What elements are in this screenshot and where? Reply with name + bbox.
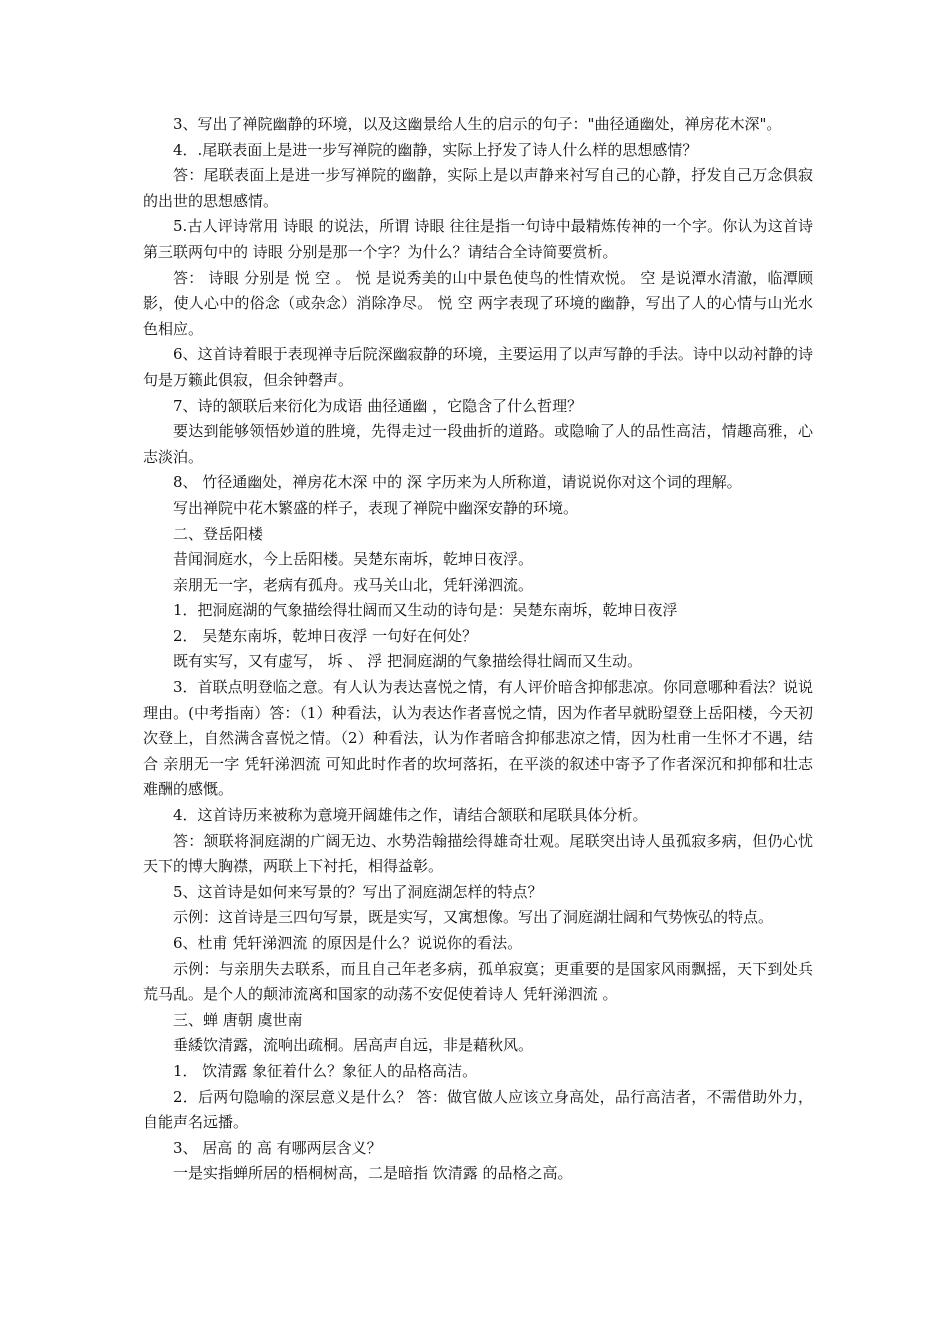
question: 1．把洞庭湖的气象描绘得壮阔而又生动的诗句是：吴楚东南坼，乾坤日夜浮 [173, 601, 678, 620]
document-page [143, 112, 813, 1187]
question: 8、 竹径通幽处，禅房花木深 中的 深 字历来为人所称道，请说说你对这个词的理解。 [173, 473, 742, 492]
question-answer: 3．首联点明登临之意。有人认为表达喜悦之情，有人评价暗含抑郁悲凉。你同意哪种看法？说说理由。(中考指南）答：（1）种看法，认为表达作者喜悦之情，因为作者早就盼望登上岳阳楼，今天初次登上，自然满含喜悦之情。（2）种看法，认为作者暗含抑郁悲凉之情，因为杜甫一生怀才不遇，结合 亲朋无一字 凭轩涕泗流 可知此时作者的坎坷落拓，在平淡的叙述中寄予了作者深沉和抑郁和壮志难酬的感慨。 [143, 678, 813, 799]
answer: 写出禅院中花木繁盛的样子，表现了禅院中幽深安静的环境。 [173, 498, 579, 517]
paragraph: 6、这首诗着眼于表现禅寺后院深幽寂静的环境，主要运用了以声写静的手法。诗中以动衬静的诗句是万籁此俱寂，但余钟磬声。 [143, 345, 813, 389]
poem-line: 垂緌饮清露，流响出疏桐。居高声自远，非是藉秋风。 [173, 1036, 534, 1055]
question: 7、诗的颔联后来衍化为成语 曲径通幽 ，它隐含了什么哲理？ [173, 396, 583, 415]
question: 3、 居高 的 高 有哪两层含义？ [173, 1138, 382, 1157]
question: 5、这首诗是如何来写景的？写出了洞庭湖怎样的特点？ [173, 882, 543, 901]
question: 4．.尾联表面上是进一步写禅院的幽静，实际上抒发了诗人什么样的思想感情？ [173, 140, 698, 159]
answer: 示例：与亲朋失去联系，而且自己年老多病，孤单寂寞；更重要的是国家风雨飘摇，天下到处兵荒马乱。是个人的颠沛流离和国家的动荡不安促使着诗人 凭轩涕泗流 。 [143, 959, 813, 1004]
poem-line: 昔闻洞庭水，今上岳阳楼。吴楚东南坼，乾坤日夜浮。 [173, 550, 534, 569]
section-heading: 三、蝉 唐朝 虞世南 [173, 1010, 303, 1029]
section-heading: 二、登岳阳楼 [173, 524, 264, 543]
question: 1． 饮清露 象征着什么？象征人的品格高洁。 [173, 1061, 478, 1080]
question: 5.古人评诗常用 诗眼 的说法，所谓 诗眼 往往是指一句诗中最精炼传神的一个字。你认为这首诗第三联两句中的 诗眼 分别是那一个字？为什么？请结合全诗简要赏析。 [143, 217, 813, 261]
answer: 既有实写，又有虚写， 坼 、 浮 把洞庭湖的气象描绘得壮阔而又生动。 [173, 652, 643, 671]
paragraph: 3、写出了禅院幽静的环境，以及这幽景给人生的启示的句子："曲径通幽处，禅房花木深"。 [173, 115, 782, 133]
answer: 答：颔联将洞庭湖的广阔无边、水势浩翰描绘得雄奇壮观。尾联突出诗人虽孤寂多病，但仍心忧天下的博大胸襟，两联上下衬托，相得益彰。 [143, 831, 813, 876]
answer: 答： 诗眼 分别是 悦 空 。 悦 是说秀美的山中景色使鸟的性情欢悦。 空 是说潭水清澈，临潭顾影，使人心中的俗念（或杂念）消除净尽。 悦 空 两字表现了环境的幽静，写出了人的心情与山光水色相应。 [143, 268, 813, 338]
poem-line: 亲朋无一字，老病有孤舟。戎马关山北，凭轩涕泗流。 [173, 575, 534, 594]
answer: 要达到能够领悟妙道的胜境，先得走过一段曲折的道路。或隐喻了人的品性高洁，情趣高雅，心志淡泊。 [143, 422, 813, 466]
answer: 一是实指蝉所居的梧桐树高，二是暗指 饮清露 的品格之高。 [173, 1164, 573, 1183]
answer: 示例：这首诗是三四句写景，既是实写，又寓想像。写出了洞庭湖壮阔和气势恢弘的特点。 [173, 908, 774, 927]
question-answer: 2．后两句隐喻的深层意义是什么？ 答：做官做人应该立身高处，品行高洁者，不需借助外力，自能声名远播。 [143, 1087, 813, 1132]
answer: 答：尾联表面上是进一步写禅院的幽静，实际上是以声静来衬写自己的心静，抒发自己万念俱寂的出世的思想感情。 [143, 166, 813, 210]
question: 6、杜甫 凭轩涕泗流 的原因是什么？说说你的看法。 [173, 934, 523, 952]
question: 2． 吴楚东南坼，乾坤日夜浮 一句好在何处？ [173, 626, 478, 645]
question: 4．这首诗历来被称为意境开阔雄伟之作，请结合颔联和尾联具体分析。 [173, 806, 648, 825]
